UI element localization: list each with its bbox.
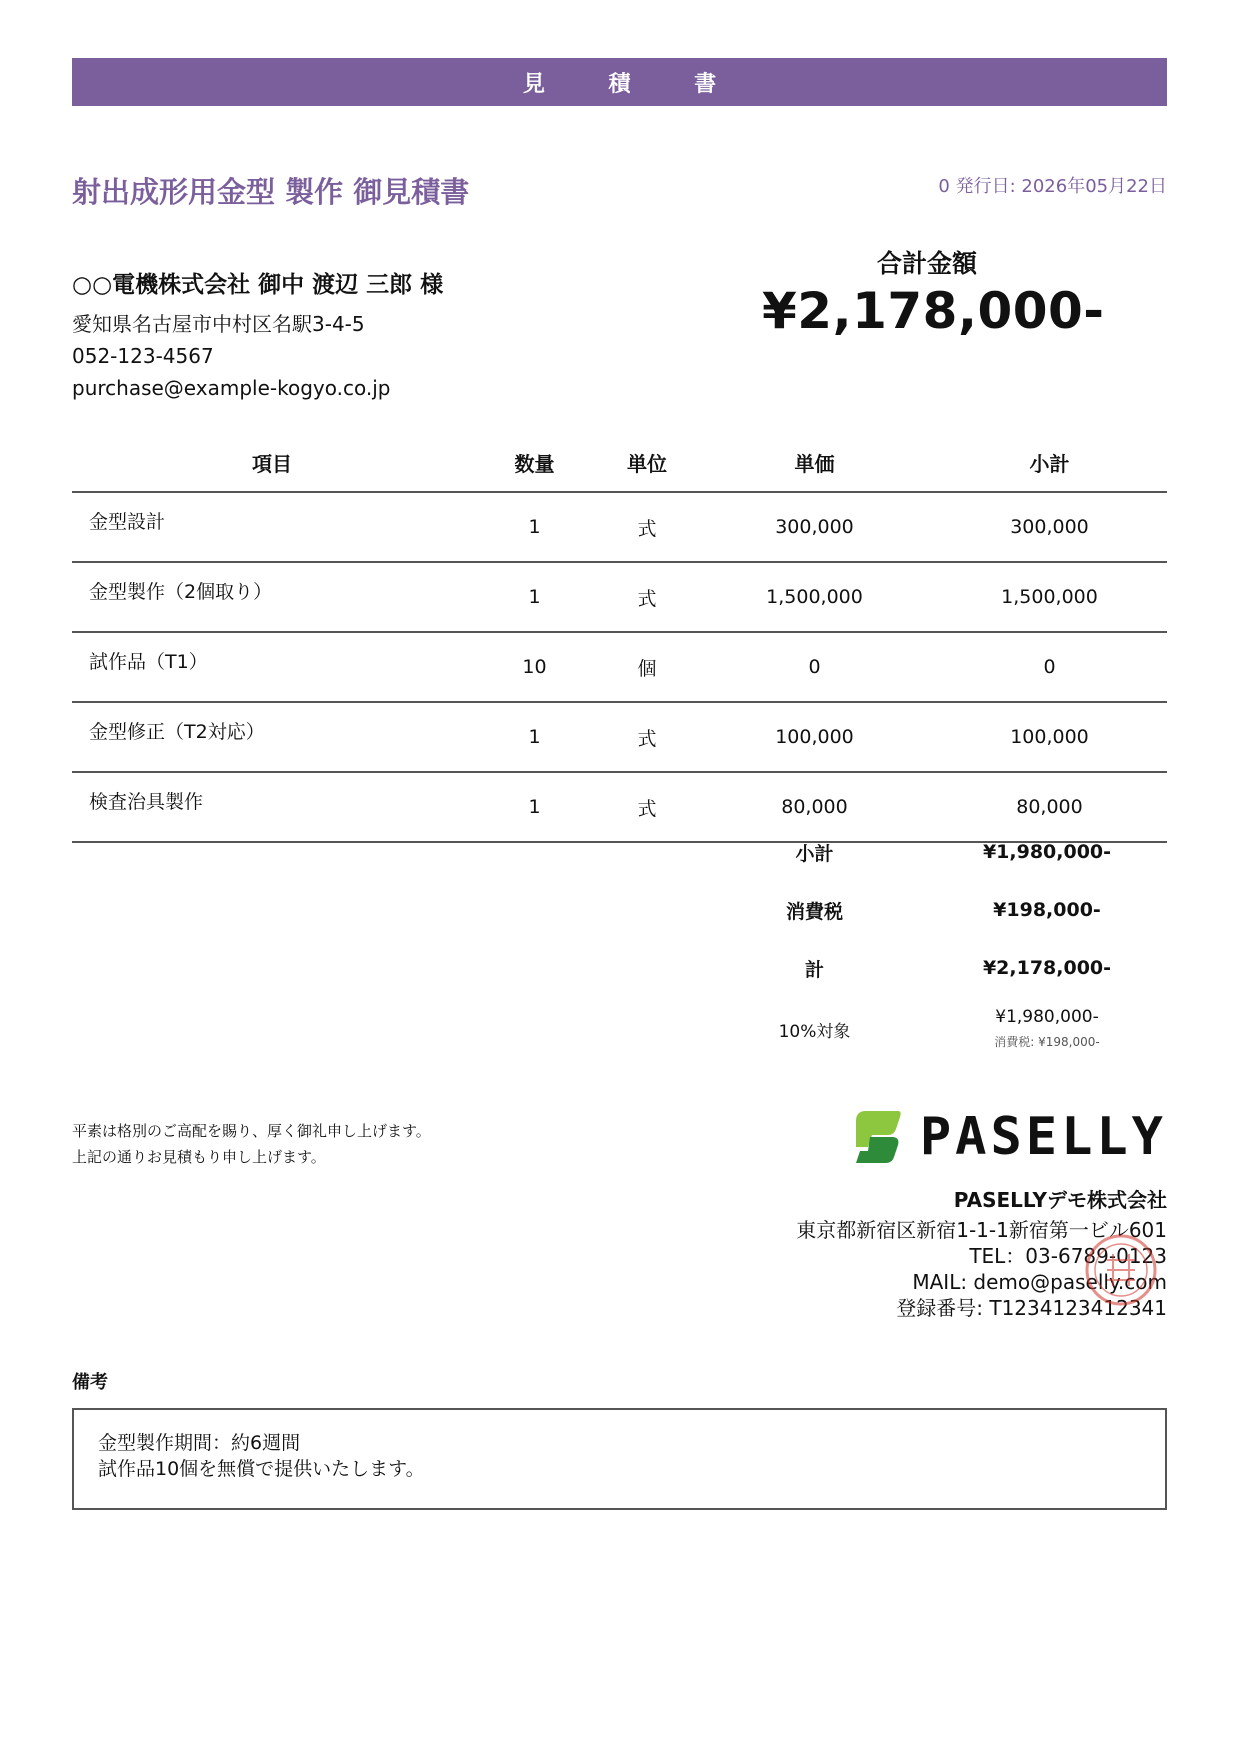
item-subtotal: 0 xyxy=(932,632,1167,702)
item-subtotal: 100,000 xyxy=(932,702,1167,772)
client-name: ○○電機株式会社 御中 渡辺 三郎 様 xyxy=(72,272,444,298)
item-quantity: 1 xyxy=(472,772,597,842)
grand-total-row xyxy=(757,939,1167,997)
company-registration: 登録番号: T1234123412341 xyxy=(896,1296,1167,1320)
company-tel: TEL：03-6789-0123 xyxy=(969,1244,1167,1268)
table-row xyxy=(72,632,1167,702)
item-subtotal: 300,000 xyxy=(932,492,1167,562)
item-unit-price: 1,500,000 xyxy=(697,562,932,632)
item-unit: 式 xyxy=(597,772,697,842)
item-name: 金型修正（T2対応） xyxy=(72,702,472,772)
column-header-unit: 単位 xyxy=(597,433,697,492)
item-quantity: 1 xyxy=(472,562,597,632)
document-header: 見 積 書 xyxy=(72,58,1167,106)
item-name: 金型製作（2個取り） xyxy=(72,562,472,632)
item-name: 試作品（T1） xyxy=(72,632,472,702)
tax-amount-note: 消費税: ¥198,000- xyxy=(994,1035,1100,1049)
item-quantity: 10 xyxy=(472,632,597,702)
tax-rate-breakdown xyxy=(757,1007,1167,1050)
logo-wordmark: PASELLY xyxy=(919,1107,1167,1167)
item-unit: 式 xyxy=(597,702,697,772)
item-unit: 式 xyxy=(597,562,697,632)
issue-date: 0 発行日: 2026年05月22日 xyxy=(938,176,1167,197)
company-address: 東京都新宿区新宿1-1-1新宿第一ビル601 xyxy=(796,1218,1167,1242)
table-row xyxy=(72,492,1167,562)
client-contact xyxy=(72,308,390,404)
quotation-subject: 射出成形用金型 製作 御見積書 xyxy=(72,175,470,209)
greeting-message xyxy=(72,1118,431,1170)
client-address: 愛知県名古屋市中村区名駅3-4-5 xyxy=(72,312,365,336)
tax-row xyxy=(757,881,1167,939)
company-seal-icon xyxy=(1083,1232,1159,1308)
item-unit: 式 xyxy=(597,492,697,562)
column-header-quantity: 数量 xyxy=(472,433,597,492)
client-phone: 052-123-4567 xyxy=(72,344,214,368)
subtotal-value: ¥1,980,000- xyxy=(982,841,1112,863)
client-email: purchase@example-kogyo.co.jp xyxy=(72,376,391,400)
item-quantity: 1 xyxy=(472,492,597,562)
column-header-item: 項目 xyxy=(72,433,472,492)
subtotal-label: 小計 xyxy=(795,842,834,865)
item-subtotal: 1,500,000 xyxy=(932,562,1167,632)
greeting-line: 上記の通りお見積もり申し上げます。 xyxy=(72,1148,326,1166)
item-quantity: 1 xyxy=(472,702,597,772)
subtotal-row xyxy=(757,823,1167,881)
item-name: 検査治具製作 xyxy=(72,772,472,842)
remarks-box xyxy=(72,1408,1167,1510)
total-amount-value: ¥2,178,000- xyxy=(762,282,1105,340)
item-unit-price: 100,000 xyxy=(697,702,932,772)
column-header-unit-price: 単価 xyxy=(697,433,932,492)
item-unit-price: 80,000 xyxy=(697,772,932,842)
tax-label: 消費税 xyxy=(785,900,843,923)
item-unit: 個 xyxy=(597,632,697,702)
table-row xyxy=(72,702,1167,772)
company-mail: MAIL: demo@paselly.com xyxy=(912,1270,1167,1294)
total-amount-box xyxy=(762,244,1105,340)
issuer-company xyxy=(667,1106,1167,1321)
tax-rate-values xyxy=(872,1007,1167,1050)
tax-value: ¥198,000- xyxy=(993,899,1101,921)
item-name: 金型設計 xyxy=(72,492,472,562)
table-row xyxy=(72,562,1167,632)
item-subtotal: 80,000 xyxy=(932,772,1167,842)
greeting-line: 平素は格別のご高配を賜り、厚く御礼申し上げます。 xyxy=(72,1122,431,1140)
line-items-table xyxy=(72,433,1167,843)
item-unit-price: 300,000 xyxy=(697,492,932,562)
grand-total-label: 計 xyxy=(804,958,824,981)
grand-total-value: ¥2,178,000- xyxy=(982,957,1112,979)
remarks-line: 金型製作期間：約6週間 xyxy=(98,1432,301,1454)
remarks-line: 試作品10個を無償で提供いたします。 xyxy=(98,1458,425,1480)
table-header-row xyxy=(72,433,1167,492)
totals-summary xyxy=(757,823,1167,1050)
company-name: PASELLYデモ株式会社 xyxy=(953,1188,1167,1212)
quotation-page xyxy=(72,58,1167,1480)
company-logo xyxy=(667,1106,1167,1168)
total-amount-label: 合計金額 xyxy=(876,249,977,278)
remarks-label: 備考 xyxy=(72,1372,108,1393)
paselly-logo-icon xyxy=(850,1107,906,1167)
item-unit-price: 0 xyxy=(697,632,932,702)
taxable-amount: ¥1,980,000- xyxy=(995,1007,1099,1027)
tax-rate-label: 10%対象 xyxy=(778,1022,851,1042)
column-header-subtotal: 小計 xyxy=(932,433,1167,492)
